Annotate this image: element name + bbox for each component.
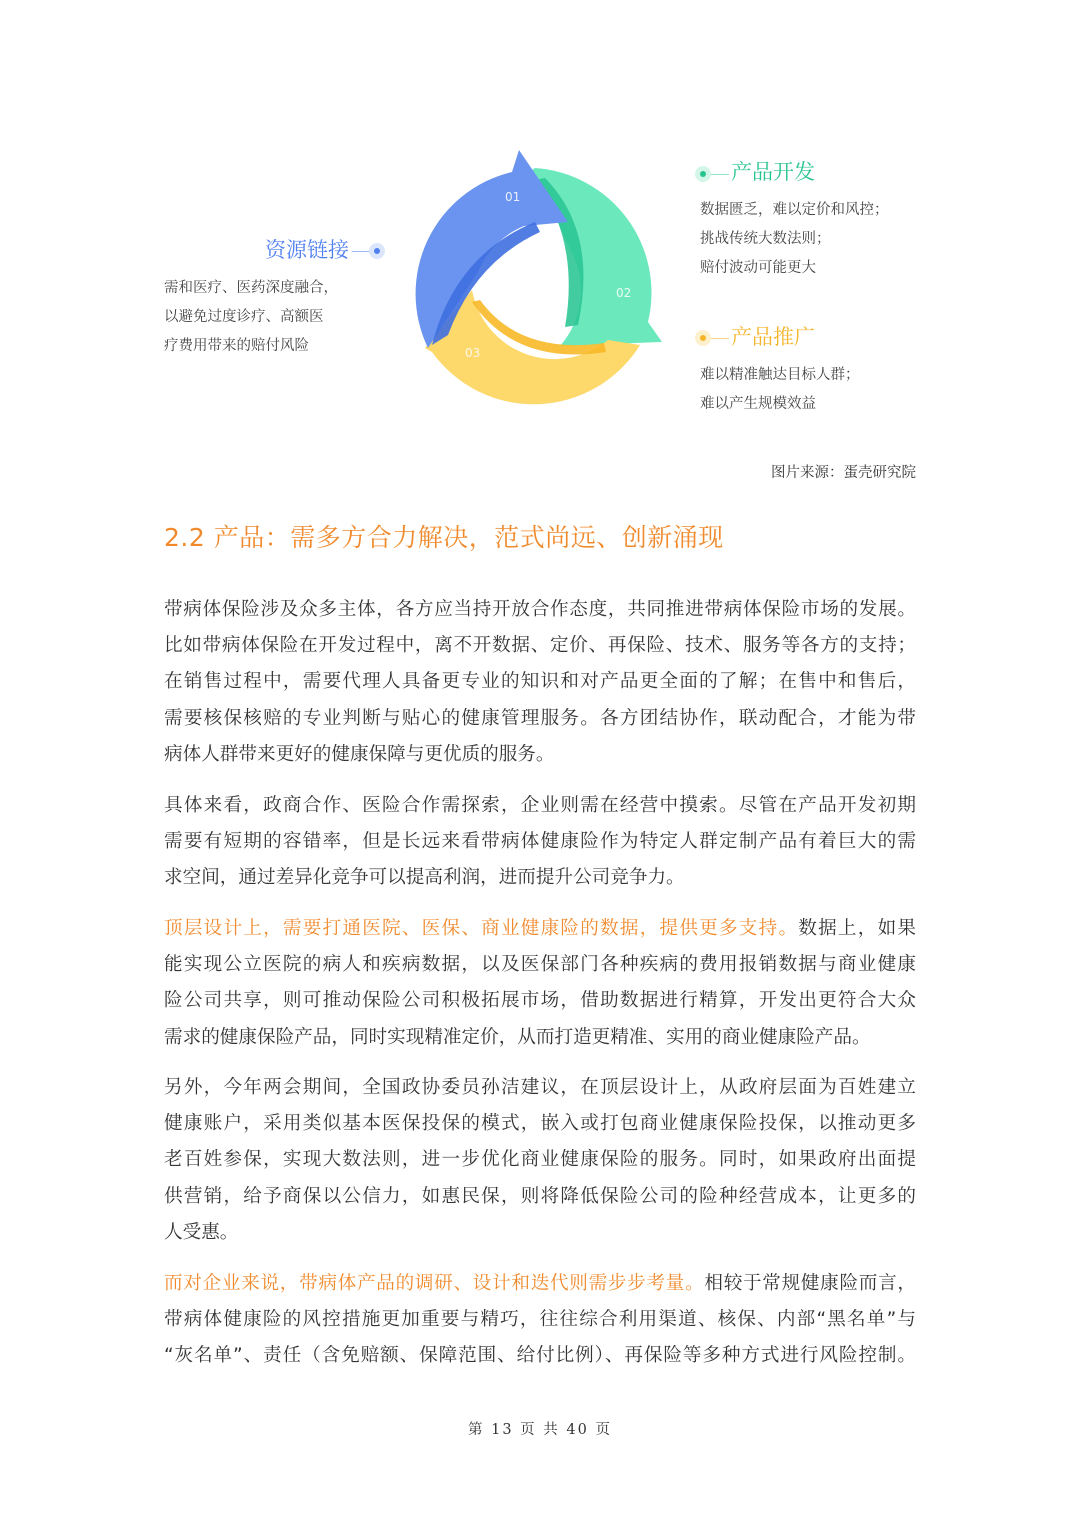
- callout-resource-desc: [164, 274, 338, 361]
- paragraph-line: 能实现公立医院的病人和疾病数据，以及医保部门各种疾病的费用报销数据与商业健康: [164, 954, 916, 976]
- callout-promote-dot: [695, 330, 711, 346]
- paragraph-line: 带病体保险涉及众多主体，各方应当持开放合作态度，共同推进带病体保险市场的发展。: [164, 599, 916, 620]
- callout-develop-line: 赔付波动可能更大: [700, 260, 816, 276]
- callout-resource-leader: [352, 251, 370, 252]
- paragraph-line: 需求的健康保险产品，同时实现精准定价，从而打造更精准、实用的商业健康险产品。: [164, 1026, 871, 1048]
- paragraph-line: 具体来看，政商合作、医险合作需探索，企业则需在经营中摸索。尽管在产品开发初期: [164, 795, 916, 816]
- paragraph-line: 健康账户，采用类似基本医保投保的模式，嵌入或打包商业健康保险投保，以推动更多: [164, 1113, 916, 1135]
- paragraph-line: 需要有短期的容错率，但是长远来看带病体健康险作为特定人群定制产品有着巨大的需: [164, 831, 916, 853]
- paragraph-line: 另外，今年两会期间，全国政协委员孙洁建议，在顶层设计上，从政府层面为百姓建立: [164, 1077, 916, 1098]
- page-number: 第 13 页 共 40 页: [468, 1422, 612, 1438]
- callout-develop-title: 产品开发: [731, 160, 815, 184]
- callout-promote-title: 产品推广: [731, 325, 815, 349]
- paragraph-line: [164, 1266, 916, 1302]
- paragraph-2: [164, 788, 916, 897]
- callout-develop-dot: [695, 166, 711, 182]
- paragraph-line: “灰名单”、责任（含免赔额、保障范围、给付比例）、再保险等多种方式进行风险控制。: [164, 1345, 916, 1367]
- paragraph-line: 带病体健康险的风控措施更加重要与精巧，往往综合利用渠道、核保、内部“黑名单”与: [164, 1309, 916, 1331]
- paragraph-5: [164, 1266, 916, 1375]
- section-title: 2.2 产品：需多方合力解决，范式尚远、创新涌现: [164, 523, 724, 552]
- paragraph-text: 相较于常规健康险而言，: [704, 1273, 916, 1294]
- paragraph-line: 在销售过程中，需要代理人具备更专业的知识和对产品更全面的了解；在售中和售后，: [164, 671, 916, 693]
- paragraph-line: 比如带病体保险在开发过程中，离不开数据、定价、再保险、技术、服务等各方的支持；: [164, 635, 916, 657]
- paragraph-4: [164, 1070, 916, 1251]
- callout-promote-leader: [711, 338, 729, 339]
- callout-promote-line: 难以精准触达目标人群；: [700, 367, 860, 383]
- segment-03-number: 03: [465, 346, 481, 360]
- callout-promote-desc: [700, 361, 860, 419]
- callout-develop-leader: [711, 174, 729, 175]
- paragraph-line: 供营销，给予商保以公信力，如惠民保，则将降低保险公司的险种经营成本，让更多的: [164, 1185, 916, 1207]
- paragraph-1: [164, 592, 916, 773]
- callout-develop-desc: [700, 196, 889, 283]
- highlight-text: 而对企业来说，带病体产品的调研、设计和迭代则需步步考量。: [164, 1273, 705, 1294]
- segment-01-number: 01: [505, 190, 521, 204]
- cycle-diagram: [0, 0, 1080, 500]
- paragraph-line: 老百姓参保，实现大数法则，进一步优化商业健康保险的服务。同时，如果政府出面提: [164, 1149, 916, 1171]
- figure-source: 图片来源：蛋壳研究院: [771, 465, 916, 481]
- callout-develop-line: 挑战传统大数法则；: [700, 231, 831, 247]
- paragraph-line: [164, 911, 916, 947]
- paragraph-line: 需要核保核赔的专业判断与贴心的健康管理服务。各方团结协作，联动配合，才能为带: [164, 707, 916, 729]
- callout-resource-dot: [369, 243, 385, 259]
- segment-02-number: 02: [616, 286, 632, 300]
- paragraph-text: 数据上，如果: [798, 918, 916, 939]
- callout-resource-title: 资源链接: [265, 238, 349, 262]
- cycle-ring: [405, 145, 675, 420]
- callout-resource-line: 需和医疗、医药深度融合，: [164, 280, 338, 296]
- paragraph-line: 求空间，通过差异化竞争可以提高利润，进而提升公司竞争力。: [164, 867, 685, 889]
- callout-resource-line: 以避免过度诊疗、高额医: [164, 309, 324, 325]
- paragraph-line: 人受惠。: [164, 1221, 239, 1243]
- callout-develop-line: 数据匮乏，难以定价和风控；: [700, 202, 889, 218]
- paragraph-line: 病体人群带来更好的健康保障与更优质的服务。: [164, 743, 555, 765]
- paragraph-line: 险公司共享，则可推动保险公司积极拓展市场，借助数据进行精算，开发出更符合大众: [164, 990, 916, 1012]
- highlight-text: 顶层设计上，需要打通医院、医保、商业健康险的数据，提供更多支持。: [164, 918, 799, 939]
- callout-promote-line: 难以产生规模效益: [700, 396, 816, 412]
- paragraph-3: [164, 911, 916, 1056]
- callout-resource-line: 疗费用带来的赔付风险: [164, 338, 309, 354]
